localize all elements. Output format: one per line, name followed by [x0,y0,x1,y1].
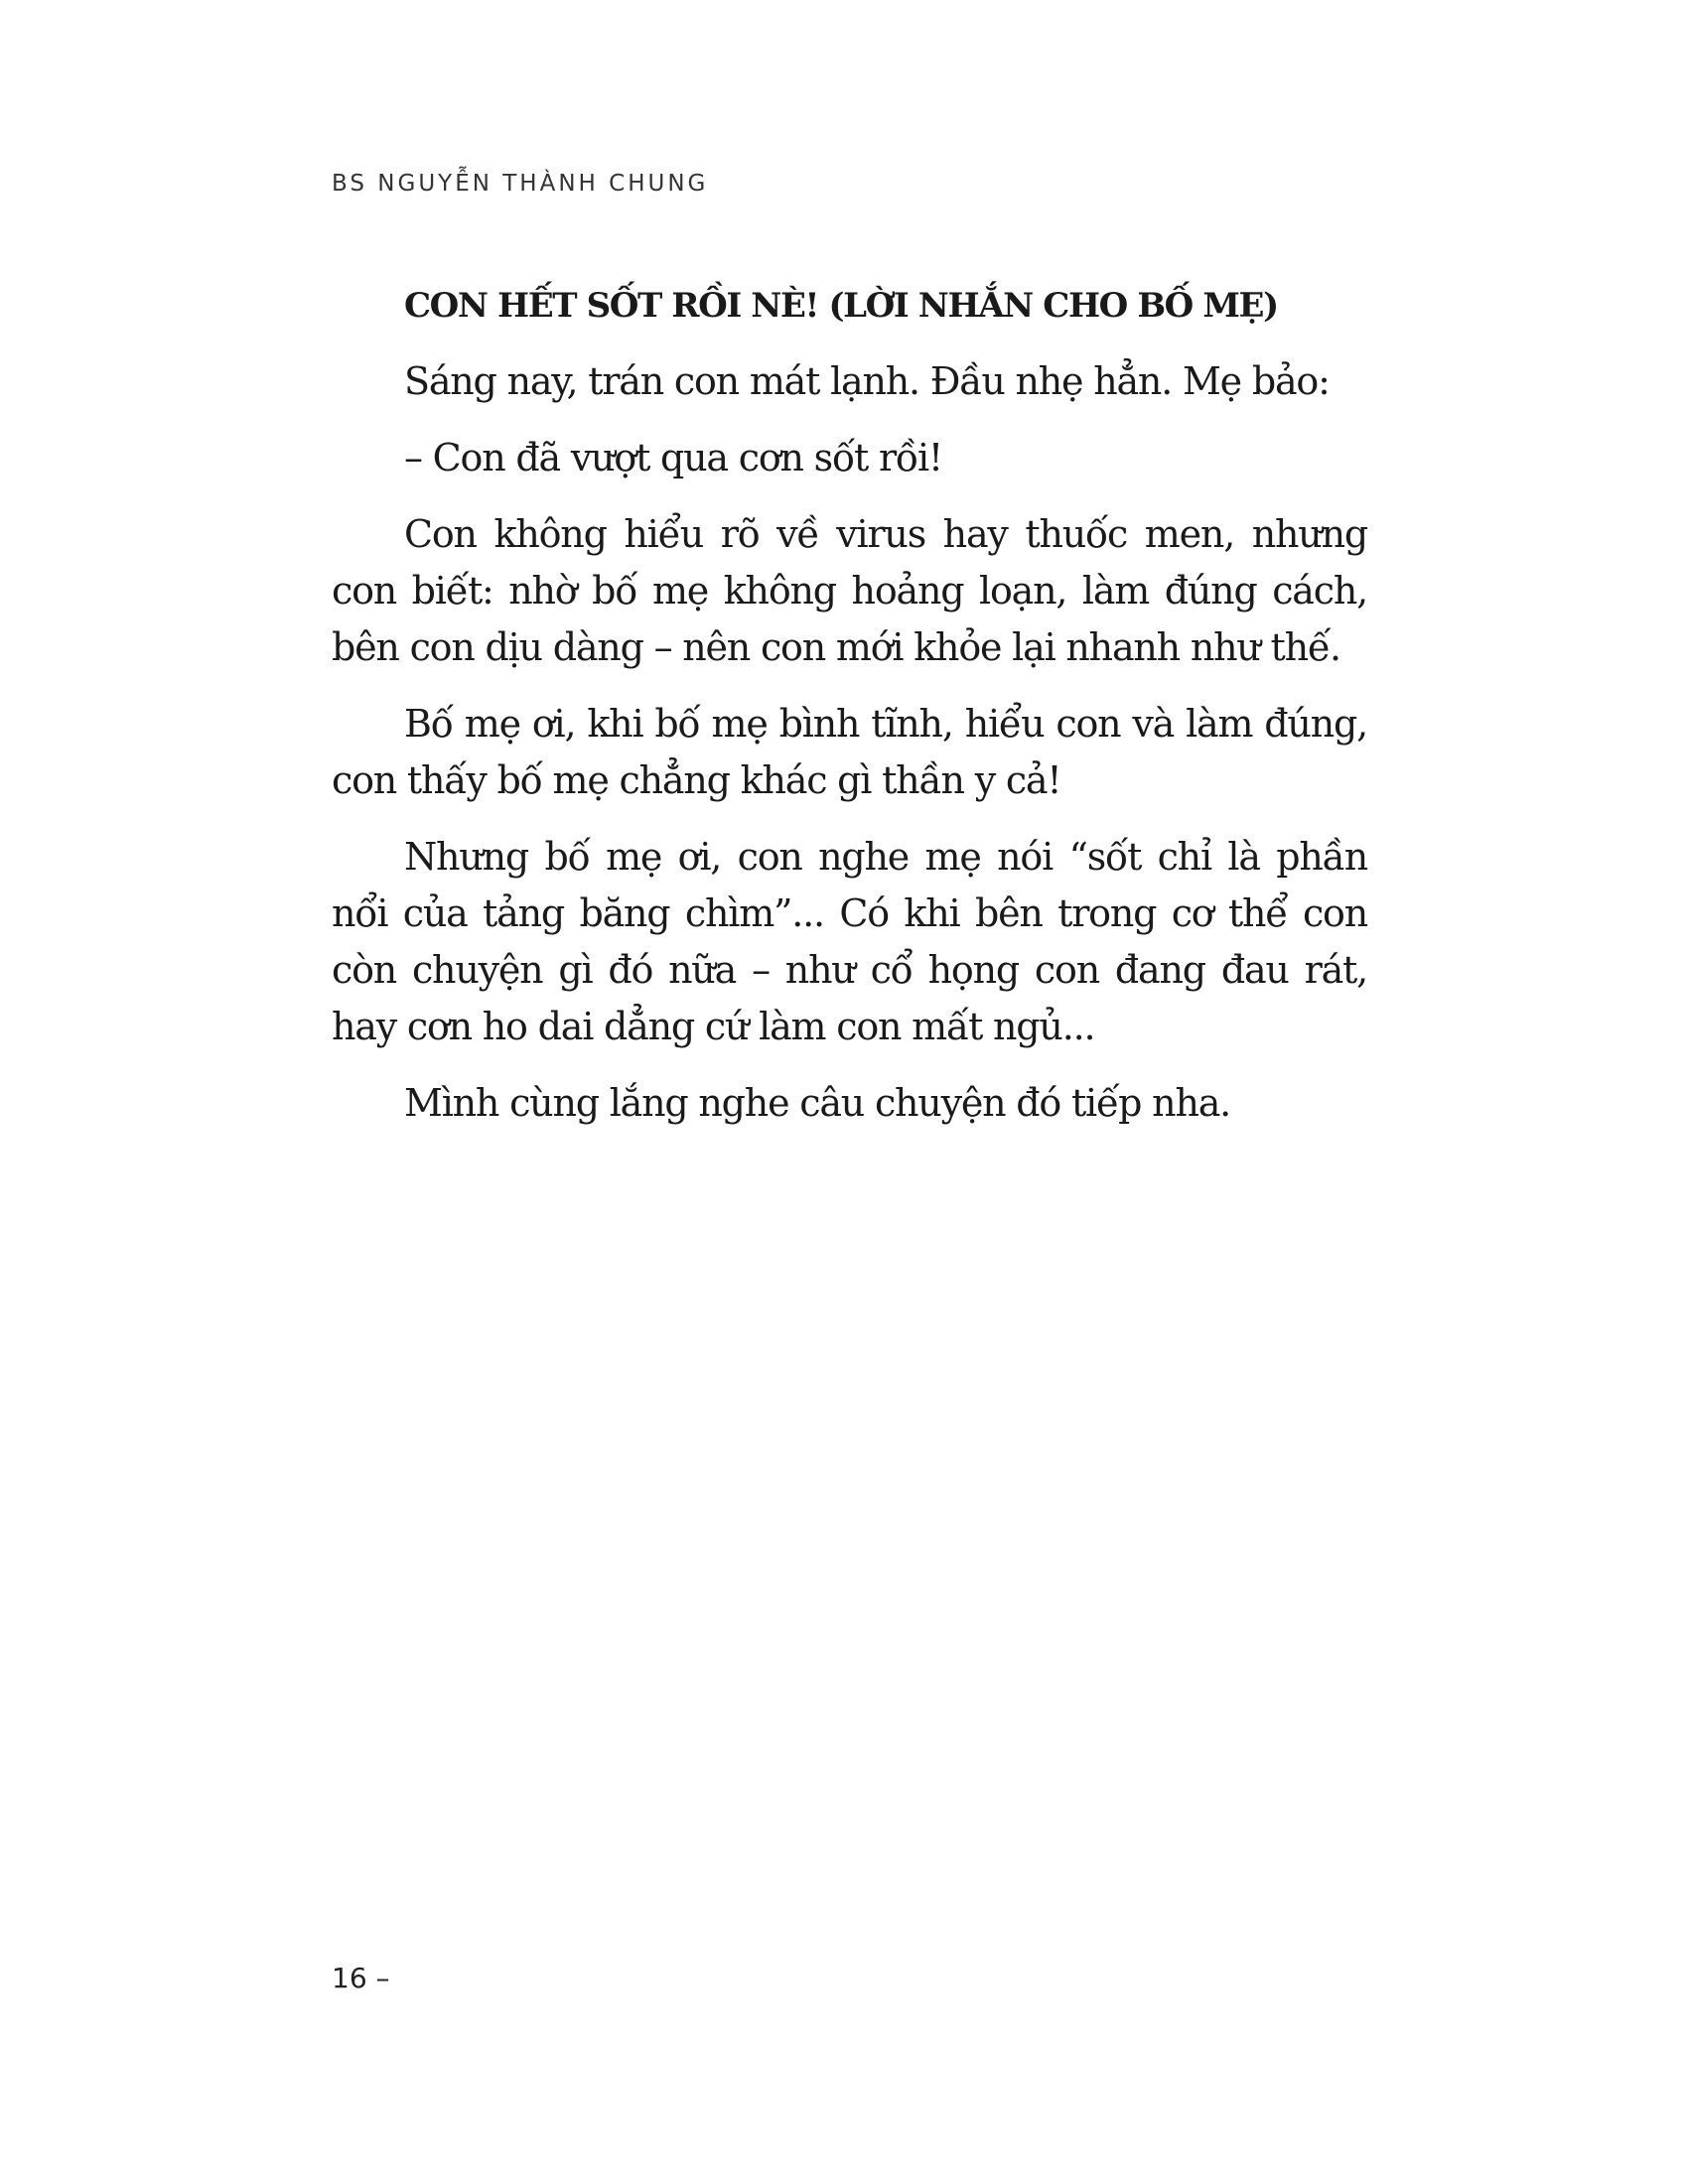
paragraph: Bố mẹ ơi, khi bố mẹ bình tĩnh, hiểu con và làm đúng, con thấy bố mẹ chẳng khác gì thần y cả! [332,702,1367,802]
paragraph: Nhưng bố mẹ ơi, con nghe mẹ nói “sốt chỉ là phần nổi của tảng băng chìm”... Có khi bên trong cơ thể con còn chuyện gì đó nữa – như cổ họng con đang đau rát, hay cơn ho dai dẳng cứ làm con mất ngủ... [332,835,1367,1048]
chapter-section [332,278,1367,1132]
paragraph: Sáng nay, trán con mát lạnh. Đầu nhẹ hẳn. Mẹ bảo: [404,359,1330,403]
page-number: 16 – [332,1962,390,1994]
paragraph: Mình cùng lắng nghe câu chuyện đó tiếp nha. [404,1081,1231,1125]
section-title: CON HẾT SỐT RỒI NÈ! (LỜI NHẮN CHO BỐ MẸ) [404,286,1278,326]
running-header: BS NGUYỄN THÀNH CHUNG [332,171,709,197]
dialogue-line: – Con đã vượt qua cơn sốt rồi! [404,436,942,479]
paragraph: Con không hiểu rõ về virus hay thuốc men, nhưng con biết: nhờ bố mẹ không hoảng loạn, làm đúng cách, bên con dịu dàng – nên con mới khỏe lại nhanh như thế. [332,512,1367,669]
